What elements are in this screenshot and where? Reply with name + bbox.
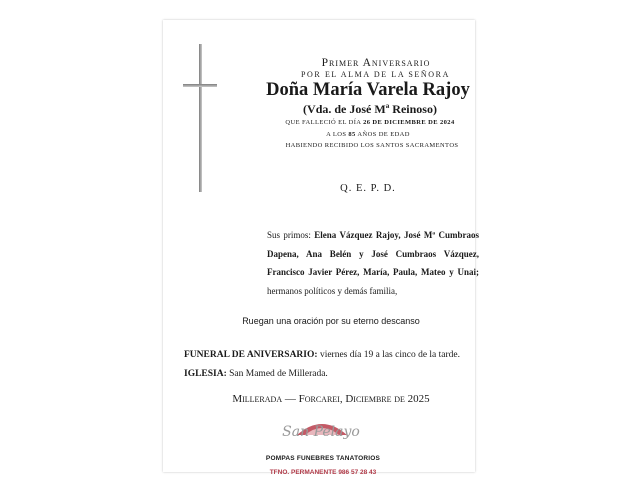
widow-of-line: (Vda. de José Mª Reinoso)	[303, 102, 437, 116]
obituary-card	[163, 20, 479, 476]
funeral-home-tagline: POMPAS FUNEBRES TANATORIOS	[265, 455, 381, 462]
anniversary-title: Primer Aniversario	[321, 57, 431, 69]
funeral-text: viernes día 19 a las cinco de la tarde.	[317, 350, 461, 360]
cross-icon	[183, 44, 217, 192]
church-label: IGLESIA:	[184, 369, 227, 379]
age-suffix: AÑOS DE EDAD	[355, 131, 410, 138]
family-paragraph	[267, 226, 479, 300]
death-prefix: QUE FALLECIÓ EL DÍA	[285, 119, 364, 126]
deceased-name: Doña María Varela Rajoy	[266, 80, 470, 100]
church-line	[184, 369, 328, 379]
qepd: Q. E. P. D.	[340, 183, 396, 194]
family-names: Elena Vázquez Rajoy, José Mª Cumbraos Dapena, Ana Belén y José Cumbraos Vázquez, Francisco Javier Pérez, María, Paula, Mateo y Unai;	[267, 230, 479, 277]
death-date: 26 DE DICIEMBRE DE 2024	[363, 119, 455, 126]
place-date: Millerada — Forcarei, Diciembre de 2025	[232, 393, 430, 405]
sacraments-line: HABIENDO RECIBIDO LOS SANTOS SACRAMENTOS	[285, 142, 459, 149]
age-value: 85	[348, 131, 356, 138]
prayer-request: Ruegan una oración por su eterno descanso	[242, 316, 420, 326]
age-prefix: A LOS	[326, 131, 349, 138]
logo-text: San Pelayo	[282, 424, 360, 440]
anniversary-subtitle: POR EL ALMA DE LA SEÑORA	[300, 70, 450, 79]
funeral-home-phone: TFNO. PERMANENTE 986 57 28 43	[269, 469, 377, 476]
age-line	[293, 131, 443, 138]
funeral-label: FUNERAL DE ANIVERSARIO:	[184, 350, 318, 360]
funeral-line	[184, 350, 460, 360]
death-date-line	[255, 119, 485, 126]
family-intro: Sus primos:	[267, 230, 315, 240]
church-text: San Mamed de Millerada.	[226, 369, 328, 379]
family-closing: hermanos políticos y demás familia,	[267, 285, 398, 296]
